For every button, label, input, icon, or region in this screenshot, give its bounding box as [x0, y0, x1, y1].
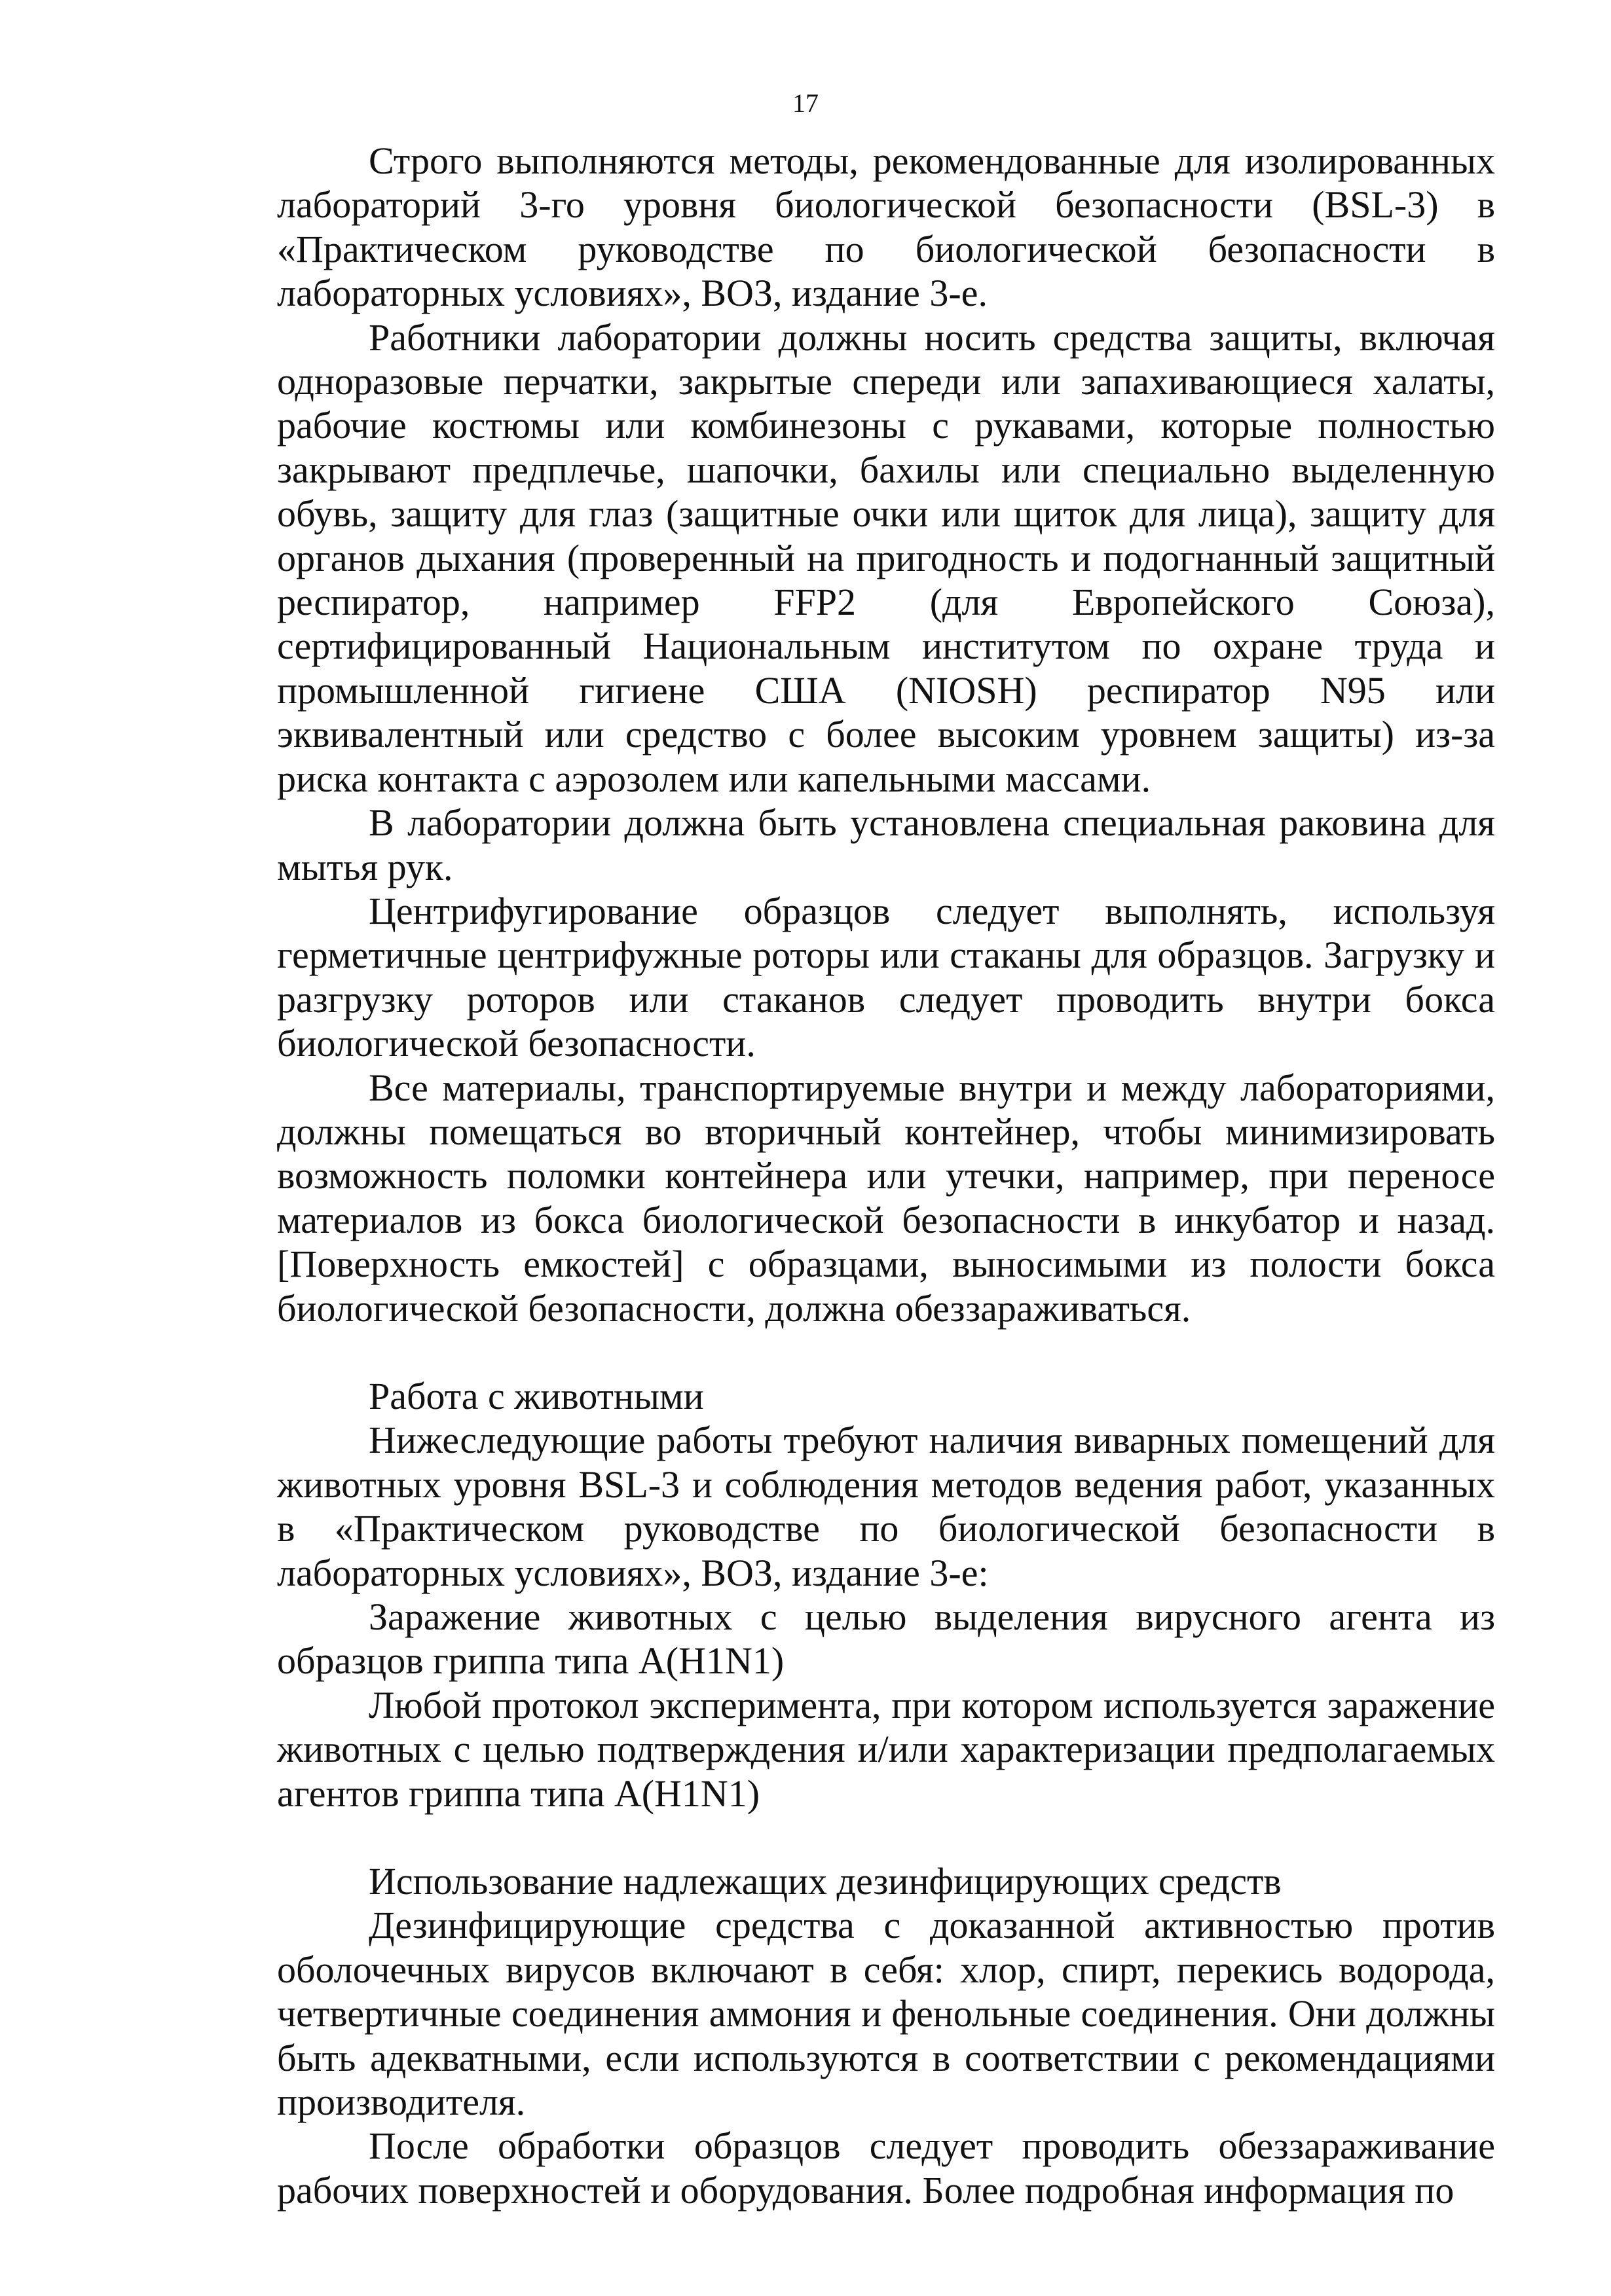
paragraph-surface-decontamination: После обработки образцов следует проводить обеззараживание рабочих поверхностей и оборудования. Более подробная информация по: [277, 2124, 1495, 2212]
paragraph-vivarium-requirements: Нижеследующие работы требуют наличия виварных помещений для животных уровня BSL-3 и соблюдения методов ведения работ, указанных в «Практическом руководстве по биологической безопасности в лабораторных условиях», ВОЗ, издание 3-е:: [277, 1419, 1495, 1594]
document-body: [277, 139, 1495, 2212]
heading-animal-work: Работа с животными: [369, 1374, 704, 1417]
paragraph-animal-infection-protocol: Любой протокол эксперимента, при котором используется заражение животных с целью подтверждения и/или характеризации предполагаемых агентов гриппа типа A(H1N1): [277, 1683, 1495, 1815]
page-number: 17: [792, 88, 819, 118]
paragraph-hand-sink: В лаборатории должна быть установлена специальная раковина для мытья рук.: [277, 801, 1495, 888]
paragraph-centrifugation: Центрифугирование образцов следует выполнять, используя герметичные центрифужные роторы или стаканы для образцов. Загрузку и разгрузку роторов или стаканов следует проводить внутри бокса биологической безопасности.: [277, 889, 1495, 1065]
heading-disinfectants: Использование надлежащих дезинфицирующих средств: [369, 1860, 1282, 1903]
paragraph-protective-equipment: Работники лаборатории должны носить средства защиты, включая одноразовые перчатки, закрытые спереди или запахивающиеся халаты, рабочие костюмы или комбинезоны с рукавами, которые полностью закрывают предплечье, шапочки, бахилы или специально выделенную обувь, защиту для глаз (защитные очки или щиток для лица), защиту для органов дыхания (проверенный на пригодность и подогнанный защитный респиратор, например FFP2 (для Европейского Союза), сертифицированный Национальным институтом по охране труда и промышленной гигиене США (NIOSH) респиратор N95 или эквивалентный или средство с более высоким уровнем защиты) из-за риска контакта с аэрозолем или капельными массами.: [277, 316, 1495, 800]
paragraph-materials-transport: Все материалы, транспортируемые внутри и между лабораториями, должны помещаться во вторичный контейнер, чтобы минимизировать возможность поломки контейнера или утечки, например, при переносе материалов из бокса биологической безопасности в инкубатор и назад. [Поверхность емкостей] с образцами, выносимыми из полости бокса биологической безопасности, должна обеззараживаться.: [277, 1066, 1495, 1330]
paragraph-disinfectant-types: Дезинфицирующие средства с доказанной активностью против оболочечных вирусов включают в себя: хлор, спирт, перекись водорода, четвертичные соединения аммония и фенольные соединения. Они должны быть адекватными, если используются в соответствии с рекомендациями производителя.: [277, 1904, 1495, 2124]
paragraph-animal-infection-isolation: Заражение животных с целью выделения вирусного агента из образцов гриппа типа A(H1N1): [277, 1595, 1495, 1683]
paragraph-bsl3-methods: Строго выполняются методы, рекомендованные для изолированных лабораторий 3-го уровня биологической безопасности (BSL-3) в «Практическом руководстве по биологической безопасности в лабораторных условиях», ВОЗ, издание 3-е.: [277, 139, 1495, 315]
